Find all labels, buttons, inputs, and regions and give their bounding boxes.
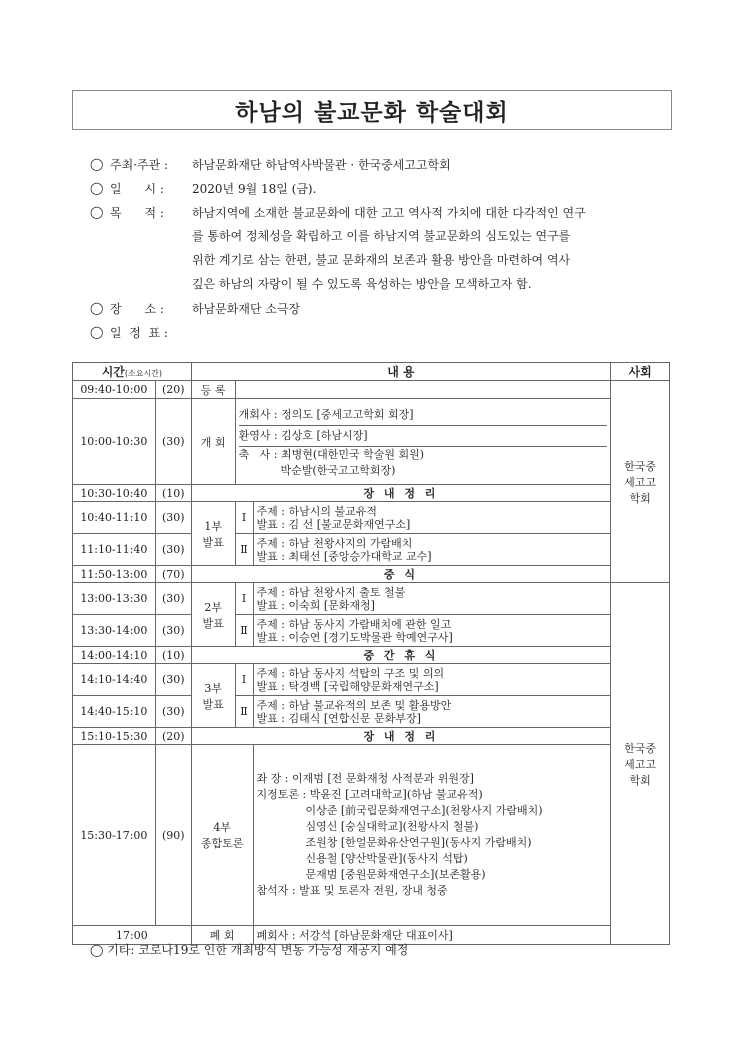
table-header xyxy=(73,363,670,381)
table-row: 10:40-11:10 (30) 1부 발표 Ⅰ 주제 : 하남시의 불교유적 발표 : 김 선 [불교문화재연구소] xyxy=(73,502,670,534)
bullet-circle-icon: ◯ xyxy=(90,181,104,195)
info-host: ◯ 주최·주관 : 하남문화재단 하남역사박물관 · 한국중세고고학회 xyxy=(90,157,451,172)
table-row: 09:40-10:00 (20) 등 록 한국중 세고고 학회 xyxy=(73,381,670,399)
table-row: 17:00 폐 회 폐회사 : 서강석 [하남문화재단 대표이사] xyxy=(73,926,670,945)
info-date: ◯ 일 시 : 2020년 9월 18일 (금). xyxy=(90,181,317,196)
table-row: 11:10-11:40 (30) Ⅱ 주제 : 하남 천왕사지의 가람배치 발표 : 최태선 [중앙승가대학교 교수] xyxy=(73,534,670,566)
info-schedule: ◯ 일 정 표 : xyxy=(90,325,168,340)
footer-note: ◯ 기타: 코로나19로 인한 개최방식 변동 가능성 재공지 예정 xyxy=(90,943,409,957)
header-moderator: 사회 xyxy=(611,363,670,381)
table-row: 14:00-14:10 (10) 중 간 휴 식 xyxy=(73,647,670,664)
moderator-cell: 한국중 세고고 학회 xyxy=(611,381,670,583)
table-row: 11:50-13:00 (70) 중 식 xyxy=(73,566,670,583)
table-row: 14:40-15:10 (30) Ⅱ 주제 : 하남 불교유적의 보존 및 활용방안 발표 : 김태식 [연합신문 문화부장] xyxy=(73,696,670,728)
info-section xyxy=(90,152,680,344)
table-row: 15:10-15:30 (20) 장 내 정 리 xyxy=(73,728,670,745)
document-title: 하남의 불교문화 학술대회 xyxy=(235,99,509,126)
info-purpose: ◯ 목 적 : 하남지역에 소재한 불교문화에 대한 고고 역사적 가치에 대한 다각적인 연구 를 통하여 정체성을 확립하고 이를 하남지역 불교문화의 심도있는 연구를 위한 계기로 삼는 한편, 불교 문화재의 보존과 활용 방안을 마련하여 역사 깊은 하남의 자랑이 될 수 있도록 육성하는 방안을 모색하고자 함. xyxy=(90,205,586,291)
table-row: 13:00-13:30 (30) 2부 발표 Ⅰ 주제 : 하남 천왕사지 출토 철불 발표 : 이숙희 [문화재청] 한국중 세고고 학회 xyxy=(73,583,670,615)
bullet-circle-icon: ◯ xyxy=(90,325,104,339)
table-row: 10:00-10:30 (30) 개 회 개회사 : 정의도 [중세고고학회 회장] 환영사 : 김상호 [하남시장] 축 사 : 최병현(대한민국 학술원 회원) 박순발(한국고고학회장) xyxy=(73,399,670,485)
bullet-circle-icon: ◯ xyxy=(90,205,104,219)
table-row: 14:10-14:40 (30) 3부 발표 Ⅰ 주제 : 하남 동사지 석탑의 구조 및 의의 발표 : 탁경백 [국립해양문화재연구소] xyxy=(73,664,670,696)
table-row: 10:30-10:40 (10) 장 내 정 리 xyxy=(73,485,670,502)
title-box xyxy=(72,90,672,130)
bullet-circle-icon: ◯ xyxy=(90,301,104,315)
table-row: 13:30-14:00 (30) Ⅱ 주제 : 하남 동사지 가람배치에 관한 일고 발표 : 이승연 [경기도박물관 학예연구사] xyxy=(73,615,670,647)
header-content: 내 용 xyxy=(191,363,610,381)
table-row: 15:30-17:00 (90) 4부 종합토론 좌 장 : 이재범 [전 문화재청 사적분과 위원장] 지정토론 : 박윤진 [고려대학교](하남 불교유적) 이상준 [前국립문화재연구소](천왕사지 가람배치) 심영신 [숭실대학교](천왕사지 철불) 조원창 [한얼문화유산연구원](동사지 가람배치) 신용철 [양산박물관](동사지 석탑) 문재범 [중원문화재연구소](보존활용) 참석자 : 발표 및 토론자 전원, 장내 청중 xyxy=(73,745,670,926)
header-time: 시간(소요시간) xyxy=(73,363,192,381)
moderator-cell: 한국중 세고고 학회 xyxy=(611,583,670,945)
info-place: ◯ 장 소 : 하남문화재단 소극장 xyxy=(90,301,301,316)
bullet-circle-icon: ◯ xyxy=(90,157,104,171)
schedule-table xyxy=(72,362,670,945)
